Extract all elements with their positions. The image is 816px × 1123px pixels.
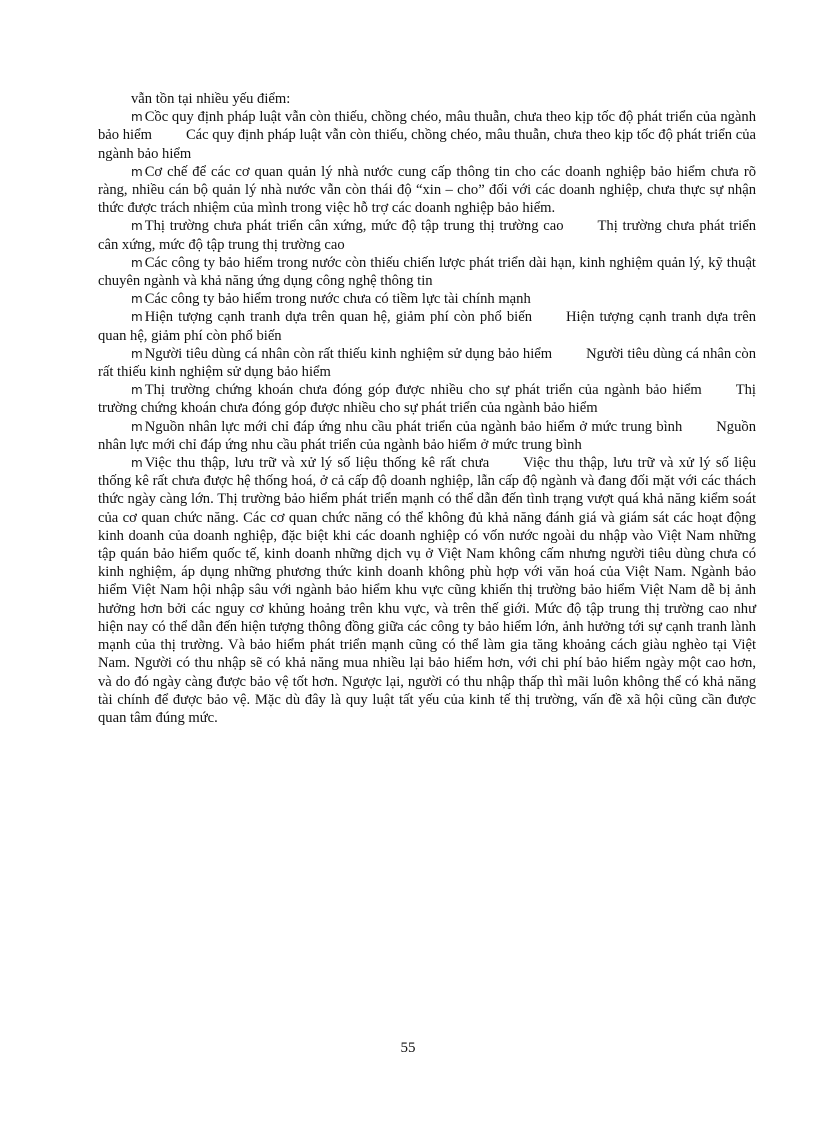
bullet-icon: m xyxy=(131,383,143,398)
bullet-icon: m xyxy=(131,255,143,270)
bullet-icon: m xyxy=(131,164,143,179)
list-item: m Việc thu thập, lưu trữ và xử lý số liệu thống kê rất chưa Việc thu thập, lưu trữ và xử lý số liệu thống kê rất chưa được hệ thống hoá, ở cả cấp độ doanh nghiệp, lẫn cấp độ ngành và đang đối mặt với các thách thức ngày càng lớn. Thị trường bảo hiểm phát triển mạnh có thể dẫn đến tình trạng vượt quá khả năng kiểm soát của cơ quan chức năng. Các cơ quan chức năng có thể không đủ khả năng đánh giá và giám sát các hoạt động kinh doanh của doanh nghiệp, đặc biệt khi các doanh nghiệp có vốn nước ngoài du nhập vào Việt Nam những tập quán bảo hiểm quốc tế, kinh doanh những dịch vụ ở Việt Nam không cấm nhưng người tiêu dùng chưa có kinh nghiệm, áp dụng những phương thức kinh doanh không phù hợp với văn hoá của Việt Nam. Ngành bảo hiểm Việt Nam hội nhập sâu với ngành bảo hiểm khu vực cũng khiến thị trường bảo hiểm Việt Nam dễ bị ảnh hưởng hơn bởi các nguy cơ khủng hoảng trên khu vực, và trên thế giới. Mức độ tập trung thị trường cao như hiện nay có thể dẫn đến hiện tượng thông đồng giữa các công ty bảo hiểm lớn, ảnh hưởng tới sự cạnh tranh lành mạnh của thị trường. Và bảo hiểm phát triển mạnh cũng có thể làm gia tăng khoảng cách giàu nghèo tại Việt Nam. Người có thu nhập sẽ có khả năng mua nhiều lại bảo hiểm hơn, với chi phí bảo hiểm ngày một cao hơn, và do đó ngày càng được bảo vệ tốt hơn. Ngược lại, người có thu nhập thấp thì mãi luôn không thể có khả năng tài chính để được bảo vệ. Mặc dù đây là quy luật tất yếu của kinh tế thị trường, vấn đề xã hội cũng cần được quan tâm đúng mức. xyxy=(98,455,756,726)
document-body xyxy=(98,90,756,727)
bullet-icon: m xyxy=(131,219,143,234)
list-item: m Thị trường chứng khoán chưa đóng góp được nhiều cho sự phát triển của ngành bảo hiểm Thị trường chứng khoán chưa đóng góp được nhiều cho sự phát triển của ngành bảo hiểm xyxy=(98,382,756,417)
list-item: m Cơ chế để các cơ quan quản lý nhà nước cung cấp thông tin cho các doanh nghiệp bảo hiểm chưa rõ ràng, nhiều cán bộ quản lý nhà nước vẫn còn thái độ “xin – cho” đối với các doanh nghiệp, chưa thực sự nhận thức được trách nhiệm của mình trong việc hỗ trợ các doanh nghiệp bảo hiểm. xyxy=(98,163,756,217)
list-item: m Người tiêu dùng cá nhân còn rất thiếu kinh nghiệm sử dụng bảo hiểm Người tiêu dùng cá nhân còn rất thiếu kinh nghiệm sử dụng bảo hiểm xyxy=(98,345,756,381)
list-item: m Hiện tượng cạnh tranh dựa trên quan hệ, giảm phí còn phổ biến Hiện tượng cạnh tranh dựa trên quan hệ, giảm phí còn phổ biến xyxy=(98,309,757,344)
list-item: m Các công ty bảo hiểm trong nước chưa có tiềm lực tài chính mạnh xyxy=(131,291,531,308)
bullet-icon: m xyxy=(131,419,143,434)
bullet-icon: m xyxy=(131,456,143,471)
bullet-icon: m xyxy=(131,110,143,125)
bullet-icon: m xyxy=(131,346,143,361)
bullet-icon: m xyxy=(131,310,143,325)
intro-line: vẫn tồn tại nhiều yếu điểm: xyxy=(131,91,291,107)
list-item: m Nguồn nhân lực mới chỉ đáp ứng nhu cầu phát triển của ngành bảo hiểm ở mức trung bình Nguồn nhân lực mới chỉ đáp ứng nhu cầu phát triển của ngành bảo hiểm ở mức trung bình xyxy=(98,418,756,453)
list-item: m Các công ty bảo hiểm trong nước còn thiếu chiến lược phát triển dài hạn, kinh nghiệm quản lý, kỹ thuật chuyên ngành và khả năng ứng dụng công nghệ thông tin xyxy=(98,254,756,290)
list-item: m Cồc quy định pháp luật vẫn còn thiếu, chồng chéo, mâu thuẫn, chưa theo kịp tốc độ phát triển của ngành bảo hiểm Các quy định pháp luật vẫn còn thiếu, chồng chéo, mâu thuẫn, chưa theo kịp tốc độ phát triển của ngành bảo hiểm xyxy=(98,109,757,162)
bullet-icon: m xyxy=(131,292,143,307)
list-item: m Thị trường chưa phát triển cân xứng, mức độ tập trung thị trường cao Thị trường chưa phát triển cân xứng, mức độ tập trung thị trường cao xyxy=(98,218,756,253)
page-number: 55 xyxy=(400,1040,416,1056)
